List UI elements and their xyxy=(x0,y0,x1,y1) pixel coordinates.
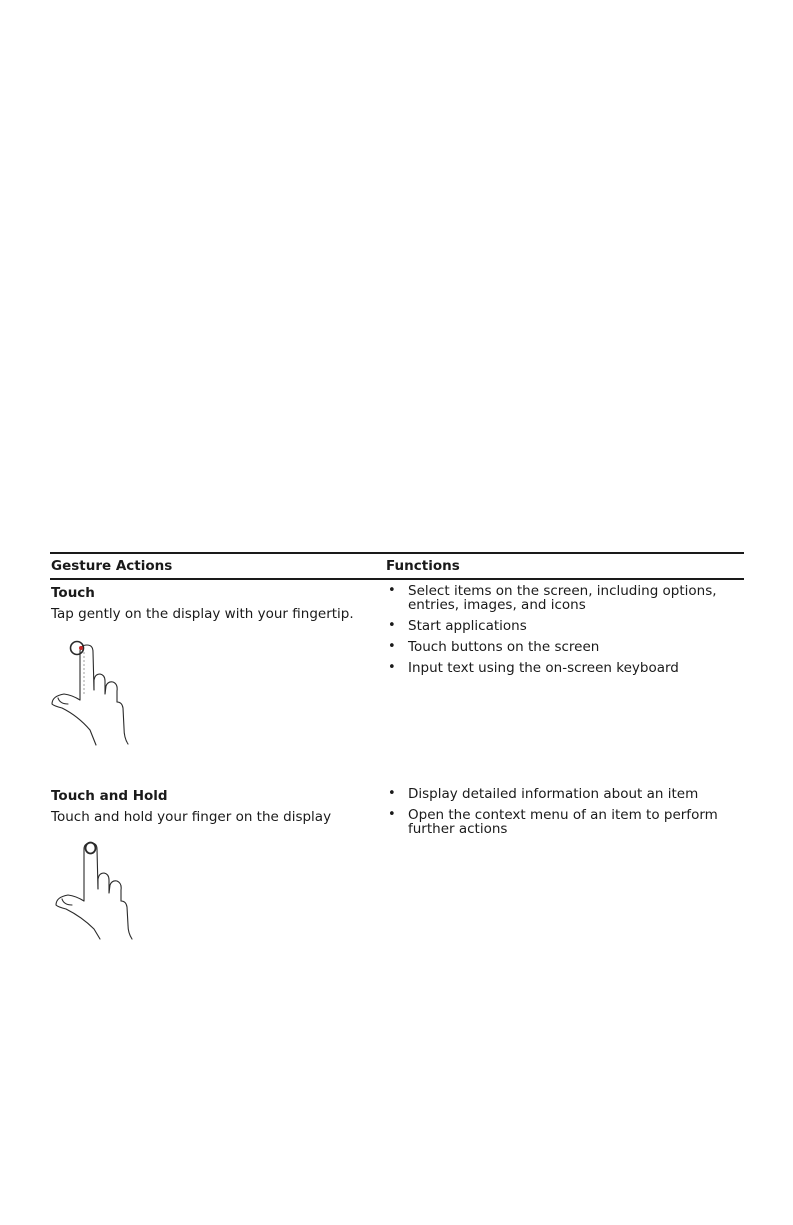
header-functions: Functions xyxy=(386,558,460,574)
functions-list xyxy=(386,584,742,675)
table-header xyxy=(50,554,744,578)
gesture-title: Touch xyxy=(51,585,95,601)
functions-cell xyxy=(386,584,742,682)
gesture-description: Tap gently on the display with your fingertip. xyxy=(51,606,354,622)
gesture-cell xyxy=(51,783,371,826)
table-row xyxy=(50,580,744,783)
gesture-description: Touch and hold your finger on the display xyxy=(51,809,332,825)
list-item: • Touch buttons on the screen xyxy=(386,640,742,654)
functions-cell xyxy=(386,787,742,843)
list-item: • Select items on the screen, including options, entries, images, and icons xyxy=(386,584,742,612)
functions-list xyxy=(386,787,742,836)
list-item: • Start applications xyxy=(386,619,742,633)
header-gesture-actions: Gesture Actions xyxy=(51,558,173,574)
list-item: • Input text using the on-screen keyboard xyxy=(386,661,742,675)
gesture-title: Touch and Hold xyxy=(51,788,168,804)
finger-hold-icon xyxy=(50,841,140,941)
list-item: • Display detailed information about an item xyxy=(386,787,742,801)
table-row xyxy=(50,783,744,963)
gesture-table xyxy=(50,552,744,963)
finger-tap-icon xyxy=(50,638,140,750)
gesture-cell xyxy=(51,580,371,623)
list-item: • Open the context menu of an item to perform further actions xyxy=(386,808,742,836)
